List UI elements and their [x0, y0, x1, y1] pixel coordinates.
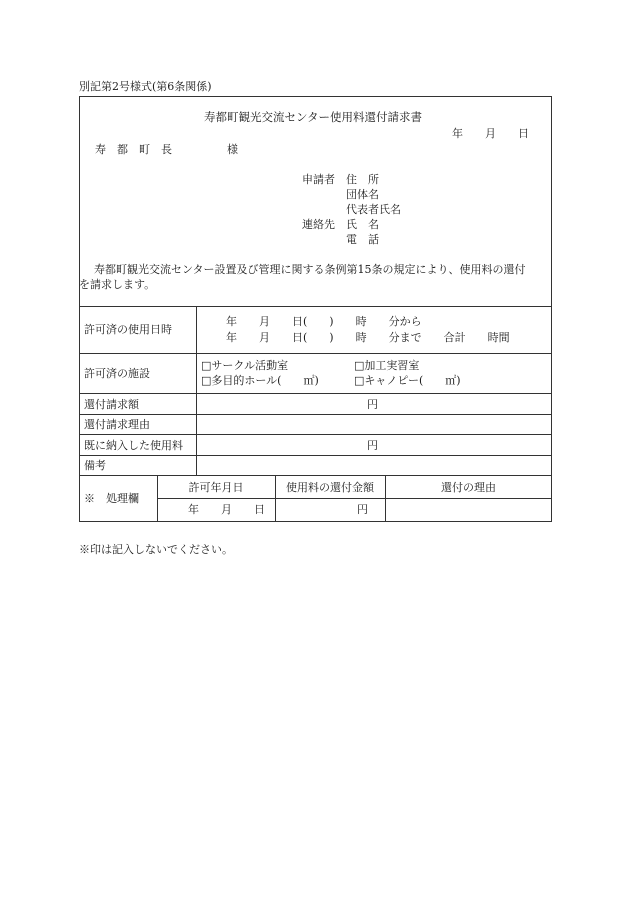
permitted-datetime-label: 許可済の使用日時 [84, 323, 172, 336]
form-title: 寿都町観光交流センター使用料還付請求書 [204, 110, 423, 124]
request-statement-line2: を請求します。 [79, 278, 156, 291]
date-line[interactable]: 年 月 日 [452, 127, 529, 140]
remarks-label: 備考 [84, 459, 106, 472]
header-refund-amount: 使用料の還付金額 [286, 481, 374, 494]
paid-fee-field[interactable]: 円 [367, 439, 378, 452]
row-divider [79, 414, 552, 415]
processing-label: ※ 処理欄 [84, 492, 139, 505]
label-column-divider [196, 306, 197, 475]
row-divider [79, 455, 552, 456]
addressee: 寿 都 町 長 様 [95, 143, 238, 156]
row-divider [79, 475, 552, 476]
applicant-representative-field[interactable]: 代表者氏名 [346, 203, 401, 216]
contact-name-field[interactable]: 氏 名 [346, 218, 379, 231]
header-permit-date: 許可年月日 [188, 481, 244, 494]
row-divider [79, 434, 552, 435]
processing-row-divider [157, 498, 552, 499]
header-refund-reason: 還付の理由 [441, 481, 496, 494]
applicant-label: 申請者 [302, 173, 335, 186]
request-statement-line1: 寿都町観光交流センター設置及び管理に関する条例第15条の規定により、使用料の還付 [94, 263, 526, 276]
permitted-datetime-from[interactable]: 年 月 日( ) 時 分から [226, 315, 422, 328]
facility-option-processing-room[interactable]: □加工実習室 [354, 359, 420, 372]
refund-amount-value-field[interactable]: 円 [357, 503, 368, 516]
facilities-label: 許可済の施設 [84, 367, 150, 380]
facility-option-circle-room[interactable]: □サークル活動室 [201, 359, 289, 372]
form-number: 別記第2号様式(第6条関係) [79, 80, 212, 93]
facility-option-canopy[interactable]: □キャノピー( ㎡) [354, 374, 461, 387]
paid-fee-label: 既に納入した使用料 [84, 439, 183, 452]
row-divider [79, 393, 552, 394]
footnote: ※印は記入しないでください。 [79, 543, 233, 556]
row-divider [79, 353, 552, 354]
contact-phone-field[interactable]: 電 話 [346, 233, 379, 246]
applicant-organization-field[interactable]: 団体名 [346, 188, 379, 201]
refund-amount-label: 還付請求額 [84, 398, 139, 411]
refund-amount-field[interactable]: 円 [367, 398, 378, 411]
applicant-address-field[interactable]: 住 所 [346, 173, 379, 186]
facility-option-multipurpose-hall[interactable]: □多目的ホール( ㎡) [201, 374, 319, 387]
refund-reason-label: 還付請求理由 [84, 418, 150, 431]
contact-label: 連絡先 [302, 218, 335, 231]
permitted-datetime-to[interactable]: 年 月 日( ) 時 分まで 合計 時間 [226, 331, 510, 344]
permit-date-field[interactable]: 年 月 日 [188, 503, 265, 516]
